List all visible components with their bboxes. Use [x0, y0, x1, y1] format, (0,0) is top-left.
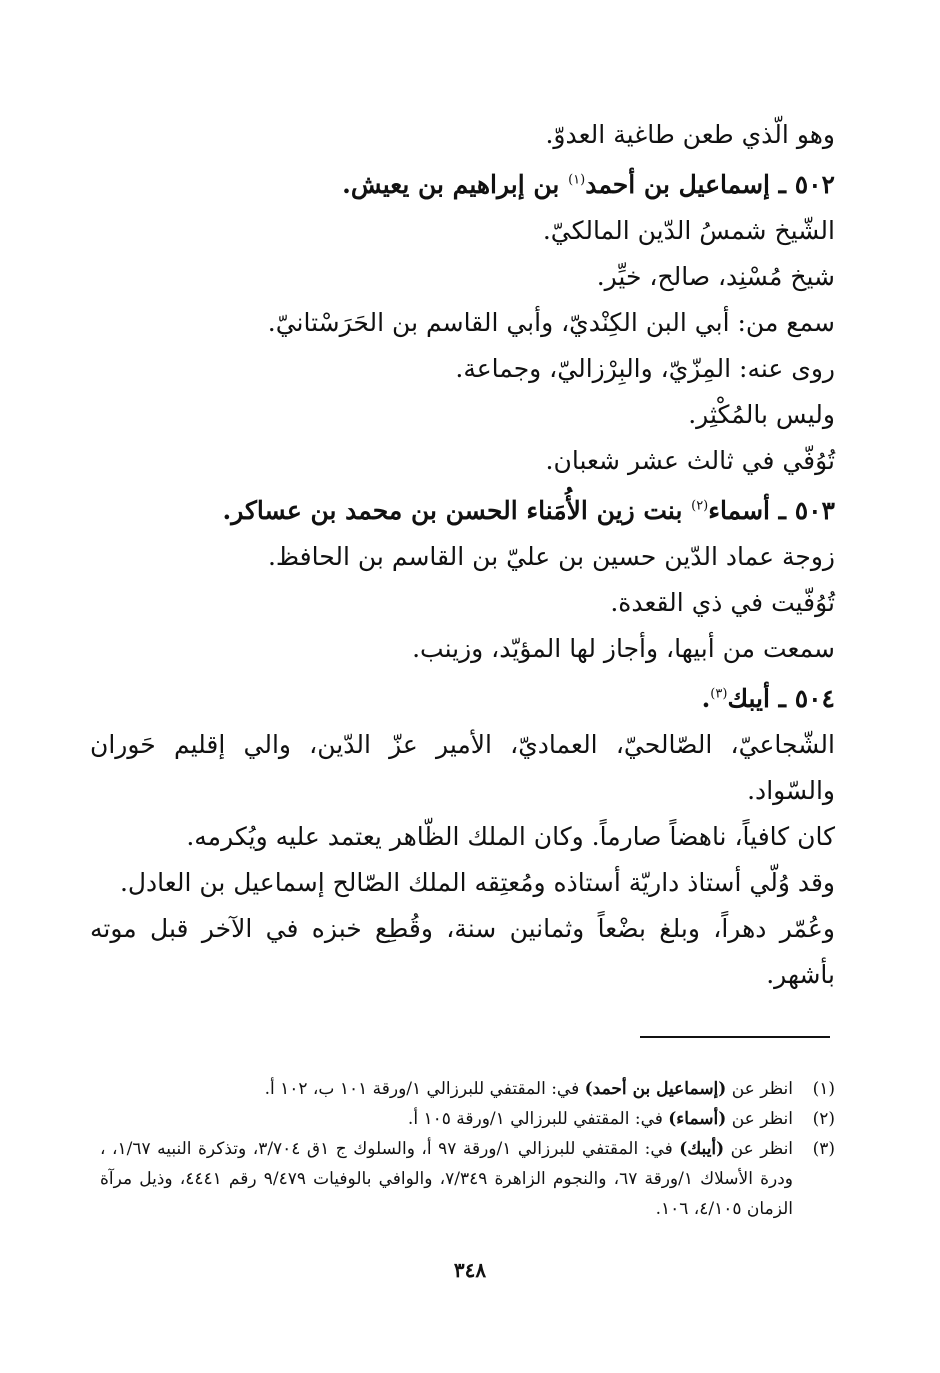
paragraph: كان كافياً، ناهضاً صارماً. وكان الملك الظّاهر يعتمد عليه ويُكرمه.	[186, 822, 835, 851]
footnote-subject: (أسماء)	[668, 1109, 727, 1129]
footnote-subject: (أيبك)	[679, 1139, 725, 1159]
text-line: وليس بالمُكْثِر.	[688, 400, 835, 429]
footnote-separator	[640, 1036, 830, 1038]
entry-name-rest: بن إبراهيم بن يعيش.	[342, 170, 569, 199]
footnote-text	[100, 1134, 793, 1224]
footnote-subject: (إسماعيل بن أحمد)	[584, 1079, 727, 1099]
text-line: روى عنه: المِزّيّ، والبِرْزاليّ، وجماعة.	[455, 354, 835, 383]
entry-name-rest: بنت زين الأُمَناء الحسن بن محمد بن عساكر.	[222, 496, 692, 525]
footnote-source: في: المقتفي للبرزالي ١/ورقة ٩٧ أ، والسلوك ج ١ق ٣/٧٠٤، وتذكرة النبيه ١/٦٧، ، ودرة الأسلاك ١/ورقة ٦٧، والنجوم الزاهرة ٧/٣٤٩، والوافي بالوفيات ٩/٤٧٩ رقم ٤٤٤١، وذيل مرآة الزمان ٤/١٠٥، ١٠٦.	[100, 1139, 793, 1219]
entry-heading-503: ٥٠٣ ـ أسماء$^{(٢)}$ بنت زين الأُمَناء الحسن بن محمد بن عساكر.	[222, 496, 835, 525]
text-line: سمعت من أبيها، وأجاز لها المؤيّد، وزينب.	[412, 634, 835, 663]
footnote	[100, 1074, 835, 1104]
page-number: ٣٤٨	[453, 1258, 487, 1282]
footnote-prefix: انظر عن	[724, 1139, 794, 1159]
text-line: سمع من: أبي البن الكِنْديّ، وأبي القاسم بن الحَرَسْتانيّ.	[267, 308, 835, 337]
entry-heading-504: ٥٠٤ ـ أيبك$^{(٣)}$.	[701, 684, 835, 713]
footnote-prefix: انظر عن	[726, 1109, 793, 1129]
paragraph: وقد وُلّي أستاذ داريّة أستاذه ومُعتِقه الملك الصّالح إسماعيل بن العادل.	[119, 868, 835, 897]
text-line: زوجة عماد الدّين حسين بن عليّ بن القاسم بن الحافظ.	[267, 542, 835, 571]
entry-number: ٥٠٣	[794, 496, 835, 525]
footnotes	[100, 1074, 835, 1224]
entry-number: ٥٠٢	[794, 170, 835, 199]
text-line: تُوُفّي في ثالث عشر شعبان.	[545, 446, 835, 475]
footnote	[100, 1134, 835, 1224]
footnote-number: (١)	[812, 1079, 835, 1099]
footnote-source: في: المقتفي للبرزالي ١/ورقة ١٠٥ أ.	[407, 1109, 669, 1129]
entry-number: ٥٠٤	[794, 684, 835, 713]
footnote-ref: (٣)	[710, 686, 728, 702]
text-line: الشّيخ شمسُ الدّين المالكيّ.	[542, 216, 835, 245]
footnote-number: (٢)	[812, 1109, 835, 1129]
text-line: شيخ مُسْنِد، صالح، خيِّر.	[596, 262, 835, 291]
text-line: وهو الّذي طعن طاغية العدوّ.	[545, 120, 835, 149]
footnote	[100, 1104, 835, 1134]
footnote-prefix: انظر عن	[726, 1079, 793, 1099]
paragraph: وعُمّر دهراً، وبلغ بضْعاً وثمانين سنة، وقُطِع خبزه في الآخر قبل موته بأشهر.	[90, 914, 835, 989]
footnote-ref: (١)	[568, 172, 586, 188]
entry-name: أيبك	[727, 684, 770, 713]
entry-name: إسماعيل بن أحمد	[585, 170, 770, 199]
entry-name-rest: .	[701, 684, 711, 713]
main-text	[90, 112, 835, 998]
paragraph: الشّجاعيّ، الصّالحيّ، العماديّ، الأمير عزّ الدّين، والي إقليم حَوران والسّواد.	[90, 730, 835, 805]
text-line: تُوُفّيت في ذي القعدة.	[610, 588, 835, 617]
footnote-ref: (٢)	[691, 498, 709, 514]
footnote-source: في: المقتفي للبرزالي ١/ورقة ١٠١ ب، ١٠٢ أ.	[264, 1079, 585, 1099]
footnote-number: (٣)	[812, 1139, 835, 1159]
footnote-text	[100, 1104, 793, 1134]
footnote-text	[100, 1074, 793, 1104]
entry-heading-502: ٥٠٢ ـ إسماعيل بن أحمد$^{(١)}$ بن إبراهيم بن يعيش.	[342, 170, 835, 199]
entry-name: أسماء	[708, 496, 770, 525]
